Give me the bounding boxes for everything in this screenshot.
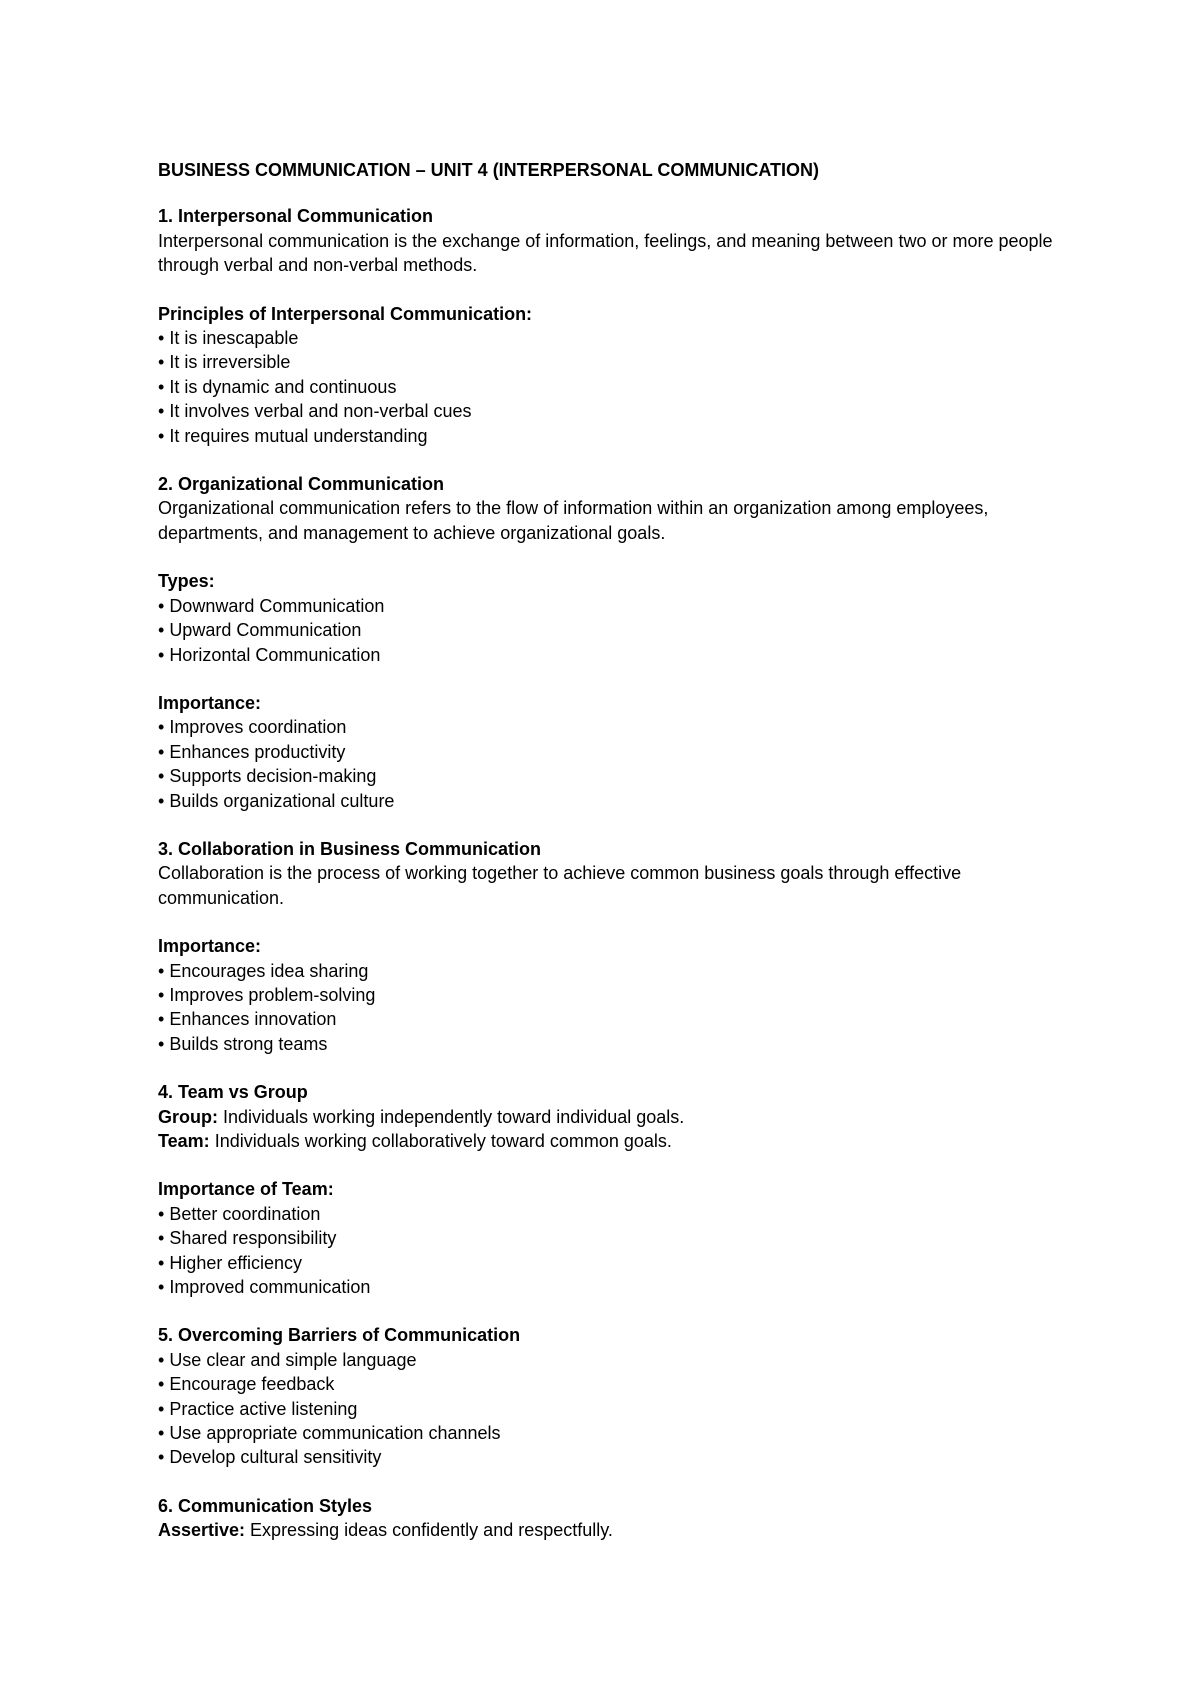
bullet-item [158,983,1058,1007]
bullet-item [158,375,1058,399]
bullet-text: It involves verbal and non-verbal cues [169,401,472,422]
document-page [158,158,1058,1543]
bullet-text: Encourages idea sharing [169,960,369,981]
bullet-icon: • [158,1033,165,1054]
bullet-text: Horizontal Communication [169,644,381,665]
bullet-item [158,1226,1058,1250]
bullet-item [158,326,1058,350]
bullet-text: Upward Communication [169,620,362,641]
section-block [158,1177,1058,1299]
bullet-text: Downward Communication [169,595,385,616]
section-block [158,302,1058,448]
bullet-icon: • [158,595,165,616]
bullet-item [158,399,1058,423]
section-body: Organizational communication refers to the flow of information within an organization among employees, departments, and management to achieve organizational goals. [158,498,989,543]
bullet-icon: • [158,1203,165,1224]
bullet-text: Higher efficiency [169,1252,303,1273]
bullet-item [158,424,1058,448]
section-body: Interpersonal communication is the exchange of information, feelings, and meaning between two or more people through verbal and non-verbal methods. [158,230,1053,276]
definition-text: Individuals working independently toward individual goals. [218,1106,685,1127]
bullet-icon: • [158,984,165,1005]
bullet-icon: • [158,1423,165,1444]
bullet-list [158,1202,1058,1300]
bullet-icon: • [158,328,165,349]
section-block [158,569,1058,667]
bullet-icon: • [158,717,165,738]
document-title: BUSINESS COMMUNICATION – UNIT 4 (INTERPERSONAL COMMUNICATION) [158,160,820,180]
definition-term: Group: [158,1106,218,1127]
bullet-text: Enhances innovation [169,1009,337,1030]
section-heading: 6. Communication Styles [158,1495,373,1516]
bullet-item [158,959,1058,983]
bullet-text: It is dynamic and continuous [169,376,397,397]
bullet-list [158,1348,1058,1470]
bullet-item [158,1007,1058,1031]
bullet-text: Builds strong teams [169,1033,328,1054]
section-body: Collaboration is the process of working together to achieve common business goals through effective communication. [158,863,962,908]
bullet-text: Encourage feedback [169,1374,335,1395]
section-heading: Importance: [158,692,262,713]
bullet-icon: • [158,1009,165,1030]
section-heading: 1. Interpersonal Communication [158,206,434,227]
bullet-item [158,764,1058,788]
section-heading: Principles of Interpersonal Communication: [158,303,533,324]
bullet-list [158,594,1058,667]
bullet-item [158,1348,1058,1372]
bullet-item [158,1275,1058,1299]
bullet-icon: • [158,1398,165,1419]
section-heading: Importance: [158,936,262,957]
bullet-text: Use appropriate communication channels [169,1423,501,1444]
bullet-list [158,326,1058,448]
section-heading: 5. Overcoming Barriers of Communication [158,1325,521,1346]
bullet-item [158,1202,1058,1226]
section-block [158,472,1058,545]
definition-term: Assertive: [158,1520,246,1541]
bullet-text: Better coordination [169,1203,321,1224]
bullet-icon: • [158,960,165,981]
bullet-icon: • [158,1228,165,1249]
bullet-text: It is irreversible [169,352,291,373]
bullet-icon: • [158,352,165,373]
bullet-icon: • [158,1349,165,1370]
bullet-item [158,1372,1058,1396]
definition-line [158,1105,1058,1129]
bullet-item [158,594,1058,618]
bullet-icon: • [158,741,165,762]
definition-line [158,1129,1058,1153]
bullet-item [158,643,1058,667]
bullet-text: Improves coordination [169,717,347,738]
bullet-text: Shared responsibility [169,1228,337,1249]
bullet-icon: • [158,766,165,787]
section-heading: 4. Team vs Group [158,1082,308,1103]
bullet-text: Builds organizational culture [169,790,395,811]
section-block [158,204,1058,277]
bullet-text: Improved communication [169,1277,371,1298]
definition-text: Individuals working collaboratively toward common goals. [209,1131,672,1151]
bullet-text: It is inescapable [169,328,299,349]
bullet-icon: • [158,1374,165,1395]
bullet-item [158,1445,1058,1469]
bullet-item [158,350,1058,374]
section-block [158,691,1058,813]
section-block [158,934,1058,1056]
bullet-item [158,618,1058,642]
bullet-icon: • [158,401,165,422]
bullet-text: It requires mutual understanding [169,425,428,446]
bullet-icon: • [158,620,165,641]
bullet-item [158,1397,1058,1421]
section-heading: 2. Organizational Communication [158,474,445,495]
bullet-text: Use clear and simple language [169,1349,417,1370]
section-block [158,1494,1058,1543]
bullet-text: Enhances productivity [169,741,346,762]
bullet-item [158,789,1058,813]
bullet-icon: • [158,425,165,446]
definition-term: Team: [158,1131,210,1151]
bullet-item [158,715,1058,739]
definition-text: Expressing ideas confidently and respectfully. [245,1520,613,1541]
bullet-list [158,959,1058,1057]
bullet-text: Develop cultural sensitivity [169,1447,382,1468]
bullet-text: Improves problem-solving [169,984,376,1005]
section-block [158,1080,1058,1153]
section-heading: Importance of Team: [158,1179,334,1200]
section-heading: 3. Collaboration in Business Communication [158,838,542,859]
section-block [158,837,1058,910]
bullet-list [158,715,1058,813]
bullet-icon: • [158,1277,165,1298]
section-heading: Types: [158,571,215,592]
bullet-icon: • [158,376,165,397]
bullet-icon: • [158,644,165,665]
document-content [158,204,1058,1542]
bullet-item [158,1251,1058,1275]
definition-line [158,1518,1058,1542]
bullet-text: Supports decision-making [169,766,377,787]
bullet-icon: • [158,1252,165,1273]
bullet-item [158,1421,1058,1445]
bullet-item [158,1032,1058,1056]
section-block [158,1323,1058,1469]
bullet-text: Practice active listening [169,1398,358,1419]
bullet-icon: • [158,1447,165,1468]
bullet-icon: • [158,790,165,811]
bullet-item [158,740,1058,764]
